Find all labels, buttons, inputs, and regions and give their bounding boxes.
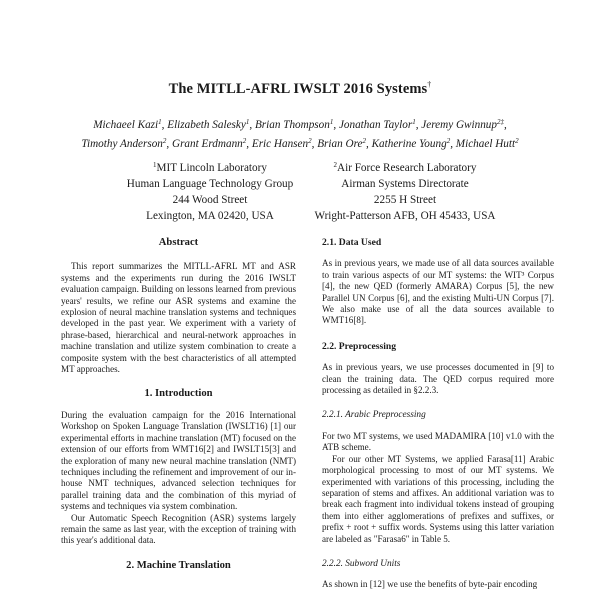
author-line-1: Michaeel Kazi$^1$, Elizabeth Salesky$^1$, Brian Thompson$^1$, Jonathan Taylor$^1$, Jeremy Gwinnup$^{2\ddagger}$,: [93, 118, 507, 131]
introduction-paragraph-2: Our Automatic Speech Recognition (ASR) systems largely remain the same as last year, with the exception of training with this year's additional data.: [61, 512, 296, 546]
preprocessing-heading: 2.2. Preprocessing: [322, 340, 396, 352]
author-name: Timothy Anderson: [81, 138, 163, 150]
author-name: Grant Erdmann: [172, 138, 243, 150]
arabic-paragraph-1: For two MT systems, we used MADAMIRA [10] v1.0 with the ATB scheme.: [322, 430, 554, 453]
subword-units-heading: 2.2.2. Subword Units: [322, 558, 401, 569]
author-name: Katherine Young: [371, 138, 447, 150]
arabic-preprocessing-heading: 2.2.1. Arabic Preprocessing: [322, 410, 426, 421]
arabic-paragraph-2: For our other MT Systems, we applied Farasa[11] Arabic morphological processing to most of our MT systems. We experimented with variations of this processing, including the separation of stems and affixes. An additional variation was to break each fragment into individual tokens instead of grouping them into either agglomerations of prefixes and suffixes, or prefix + root + suffix words. Systems using this latter variation are labeled as "Farasa6" in Table 5.: [322, 453, 554, 544]
author-name: Eric Hansen: [251, 138, 309, 150]
affiliation-afrl: $^2$Air Force Research Laboratory Airman Systems Directorate 2255 H Street Wright-Patterson AFB, OH 45433, USA: [314, 161, 496, 222]
paper-title: The MITLL-AFRL IWSLT 2016 Systems†: [168, 80, 432, 97]
author-name: Jonathan Taylor: [338, 119, 413, 131]
affiliation-mit: $^1$MIT Lincoln Laboratory Human Language Technology Group 244 Wood Street Lexington, MA 02420, USA: [126, 161, 294, 222]
subword-units-text: As shown in [12] we use the benefits of byte-pair encoding: [322, 579, 538, 590]
abstract-text: This report summarizes the MITLL-AFRL MT and ASR systems and the experiments run during the 2016 IWSLT evaluation campaign. Building on lessons learned from previous years' results, we refine our ASR systems and examine the explosion of neural machine translation systems and techniques developed in the past year. We experiment with a variety of phrase-based, hierarchical and neural-network approaches in machine translation and utilize system combination to create a composite system with the best characteristics of all attempted MT approaches.: [61, 261, 296, 375]
title-footnote-mark: †: [427, 80, 432, 89]
author-name: Jeremy Gwinnup: [421, 119, 497, 131]
author-line-2: Timothy Anderson$^2$, Grant Erdmann$^2$, Eric Hansen$^2$, Brian Ore$^2$, Katherine Young$^2$, Michael Hutt$^2$: [81, 137, 519, 150]
preprocessing-text: As in previous years, we use processes documented in [9] to clean the training data. The QED corpus required more processing as detailed in §2.2.3.: [322, 362, 554, 396]
abstract-heading: Abstract: [158, 237, 199, 248]
author-name: Brian Thompson: [254, 119, 330, 131]
machine-translation-heading: 2. Machine Translation: [126, 559, 231, 571]
introduction-paragraph-1: During the evaluation campaign for the 2016 International Workshop on Spoken Language Translation (IWSLT16) [1] our experimental efforts in machine translation (MT) focused on the extension of our efforts from WMT16[2] and IWSLT15[3] and the exploration of many new neural machine translation (NMT) techniques including the refinement and improvement of our in-house NMT techniques, advanced selection techniques for parallel training data and the combination of this myriad of systems and techniques via system combination.: [61, 409, 296, 512]
right-column: [322, 237, 554, 591]
author-name: Elizabeth Salesky: [167, 119, 246, 131]
data-used-text: As in previous years, we made use of all data sources available to train various aspects of our MT systems: the WIT³ Corpus [4], the new QED (formerly AMARA) Corpus [5], the new Parallel UN Corpus [6], and the existing Multi-UN Corpus [7]. We also make use of all the data sources available to WMT16[8].: [322, 258, 554, 326]
introduction-heading: 1. Introduction: [144, 388, 213, 400]
author-name: Michael Hutt: [455, 138, 516, 150]
author-list: [0, 114, 600, 152]
author-name: Michaeel Kazi: [93, 119, 159, 131]
left-column: [61, 237, 296, 571]
data-used-heading: 2.1. Data Used: [322, 237, 382, 248]
author-name: Brian Ore: [317, 138, 363, 150]
